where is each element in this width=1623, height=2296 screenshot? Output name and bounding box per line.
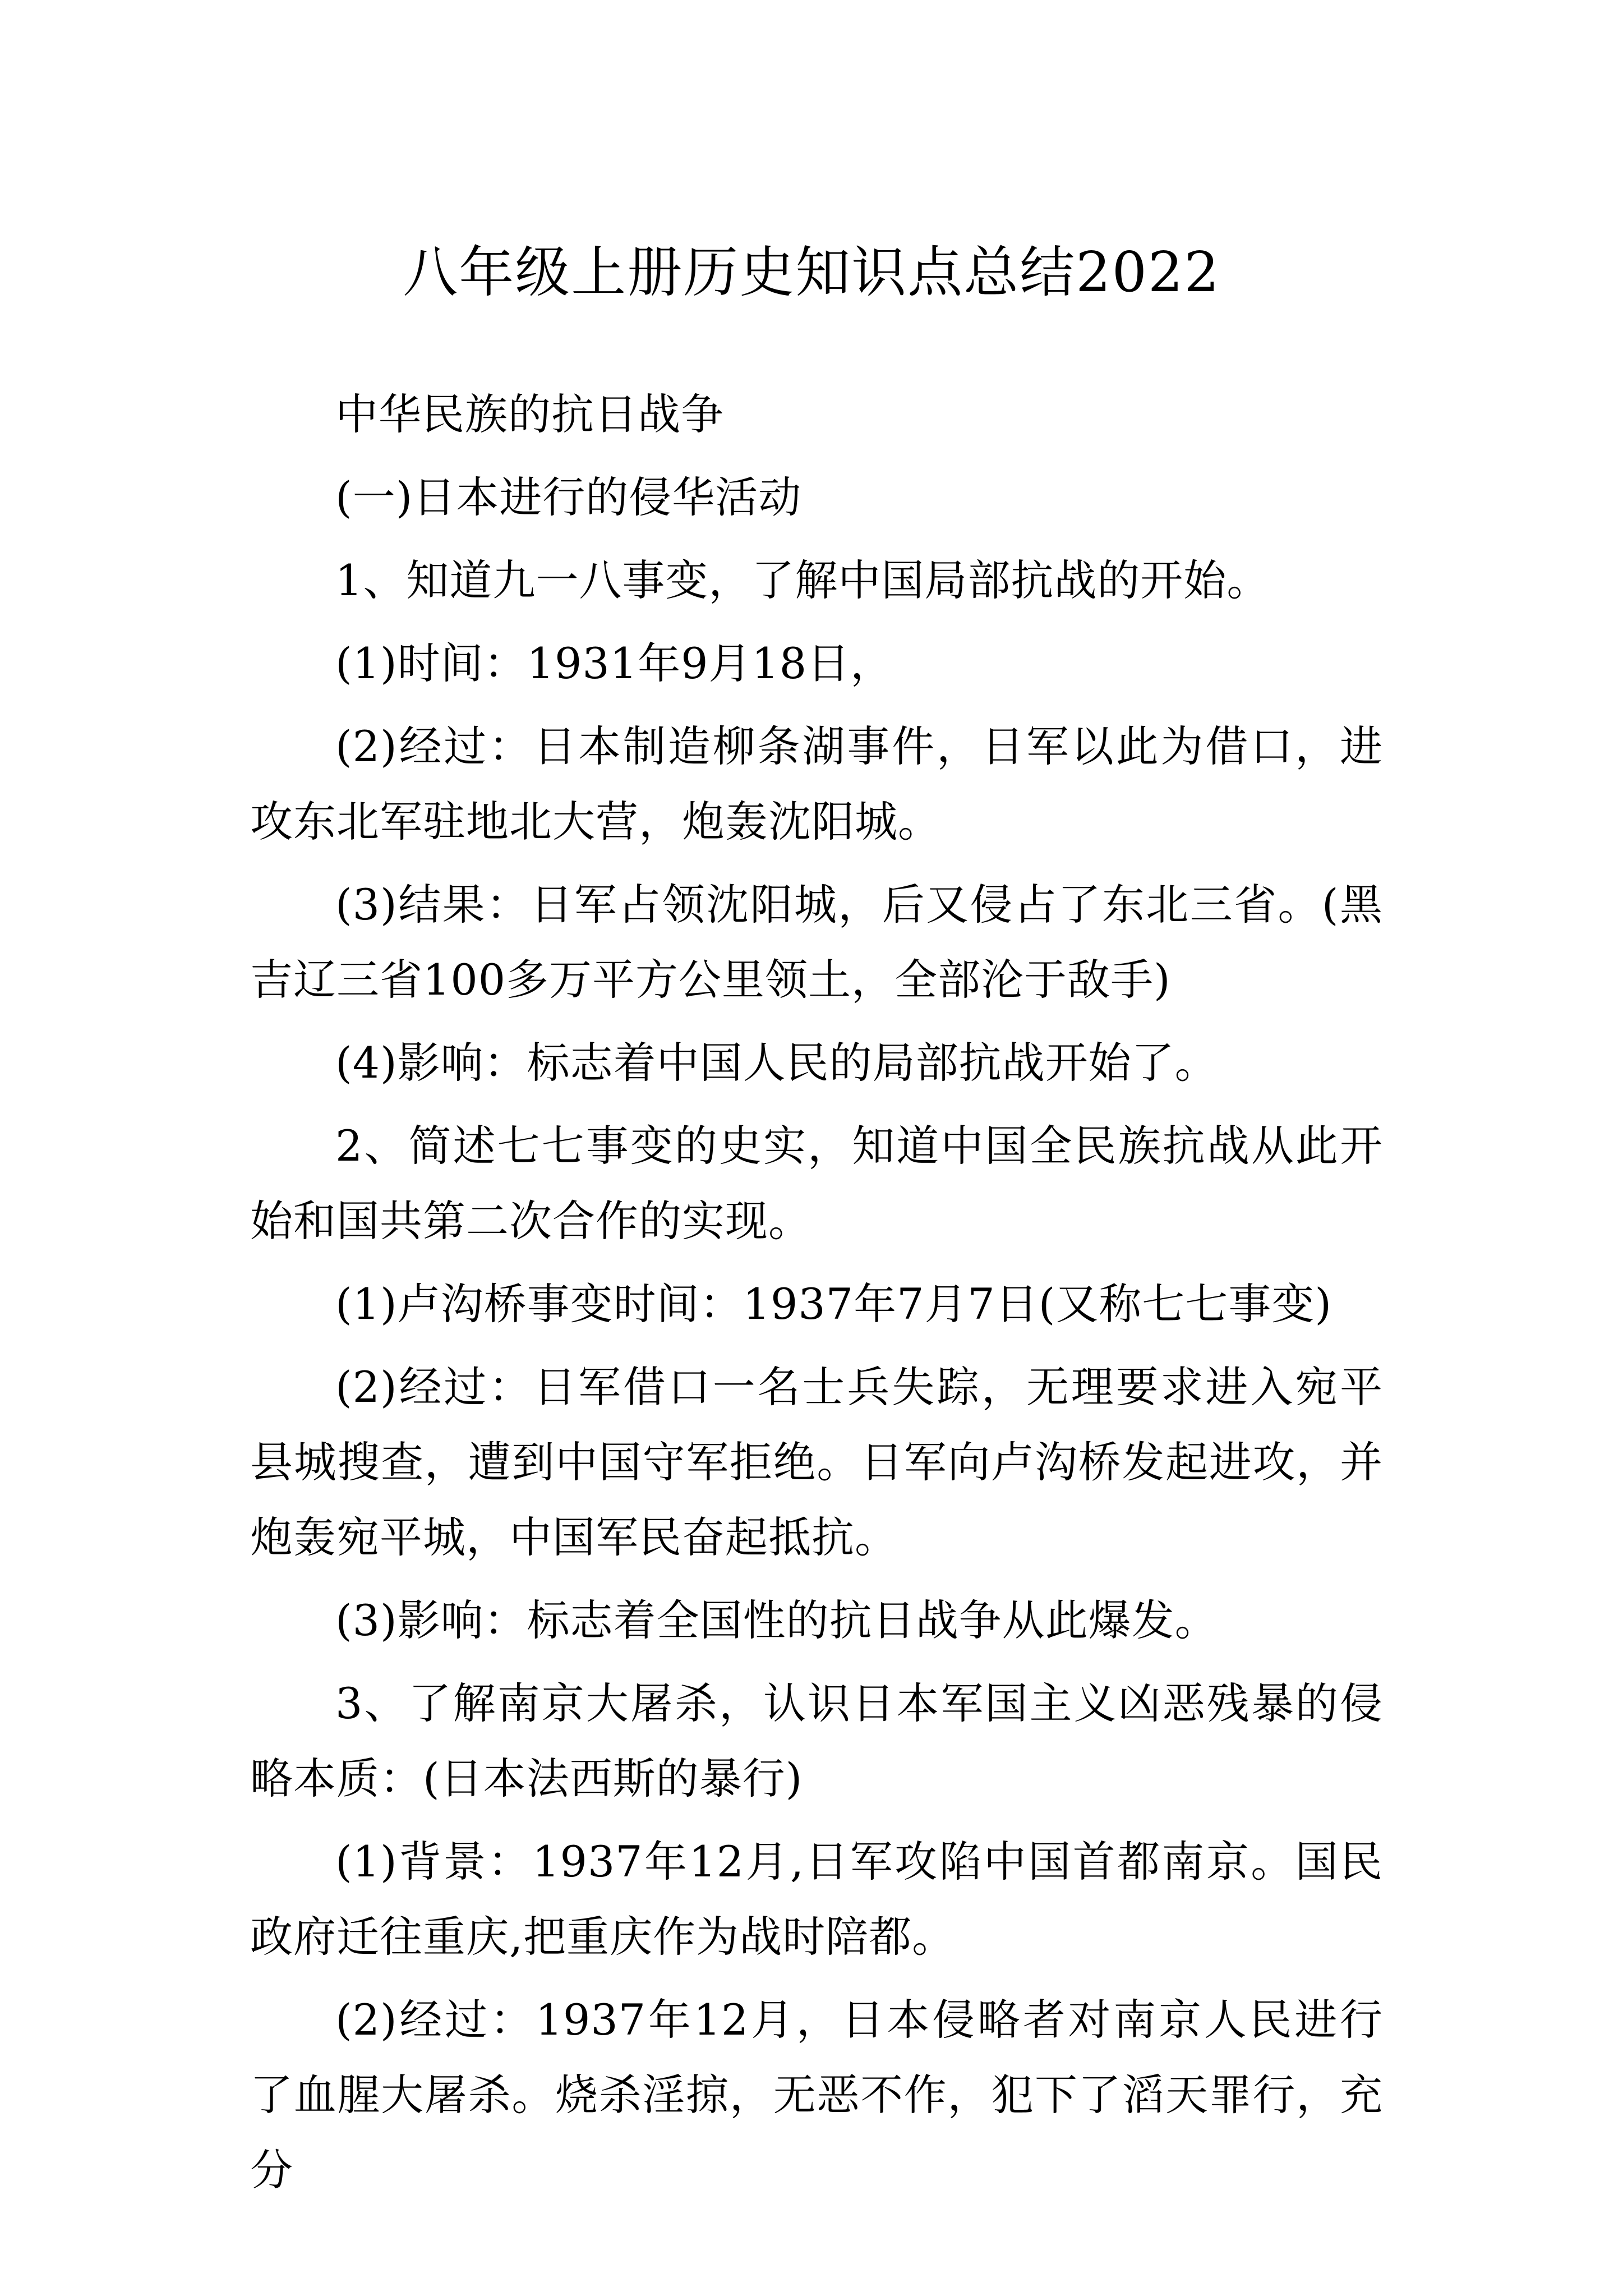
paragraph: 中华民族的抗日战争 xyxy=(335,389,724,439)
paragraph: (一)日本进行的侵华活动 xyxy=(335,472,802,522)
paragraph: (3)影响：标志着全国性的抗日战争从此爆发。 xyxy=(335,1595,1218,1645)
paragraph: (1)卢沟桥事变时间：1937年7月7日(又称七七事变) xyxy=(335,1279,1332,1329)
document-title: 八年级上册历史知识点总结2022 xyxy=(403,240,1220,305)
paragraph: (1)时间：1931年9月18日， xyxy=(335,638,894,688)
paragraph: 3、了解南京大屠杀，认识日本军国主义凶恶残暴的侵略本质：(日本法西斯的暴行) xyxy=(250,1678,1383,1803)
paragraph: 2、简述七七事变的史实，知道中国全民族抗战从此开始和国共第二次合作的实现。 xyxy=(250,1121,1383,1246)
paragraph: (4)影响：标志着中国人民的局部抗战开始了。 xyxy=(335,1038,1218,1088)
document-body xyxy=(250,377,1383,2216)
paragraph: (1)背景：1937年12月,日军攻陷中国首都南京。国民政府迁往重庆,把重庆作为战时陪都。 xyxy=(250,1837,1383,1962)
paragraph: (3)结果：日军占领沈阳城，后又侵占了东北三省。(黑吉辽三省100多万平方公里领土，全部沦于敌手) xyxy=(250,880,1383,1005)
paragraph: (2)经过：日军借口一名士兵失踪，无理要求进入宛平县城搜查，遭到中国守军拒绝。日军向卢沟桥发起进攻，并炮轰宛平城，中国军民奋起抵抗。 xyxy=(250,1362,1383,1562)
paragraph: (2)经过：1937年12月，日本侵略者对南京人民进行了血腥大屠杀。烧杀淫掠，无恶不作，犯下了滔天罪行，充分 xyxy=(250,1995,1383,2195)
paragraph: (2)经过：日本制造柳条湖事件，日军以此为借口，进攻东北军驻地北大营，炮轰沈阳城。 xyxy=(250,721,1383,846)
paragraph: 1、知道九一八事变，了解中国局部抗战的开始。 xyxy=(335,555,1270,605)
